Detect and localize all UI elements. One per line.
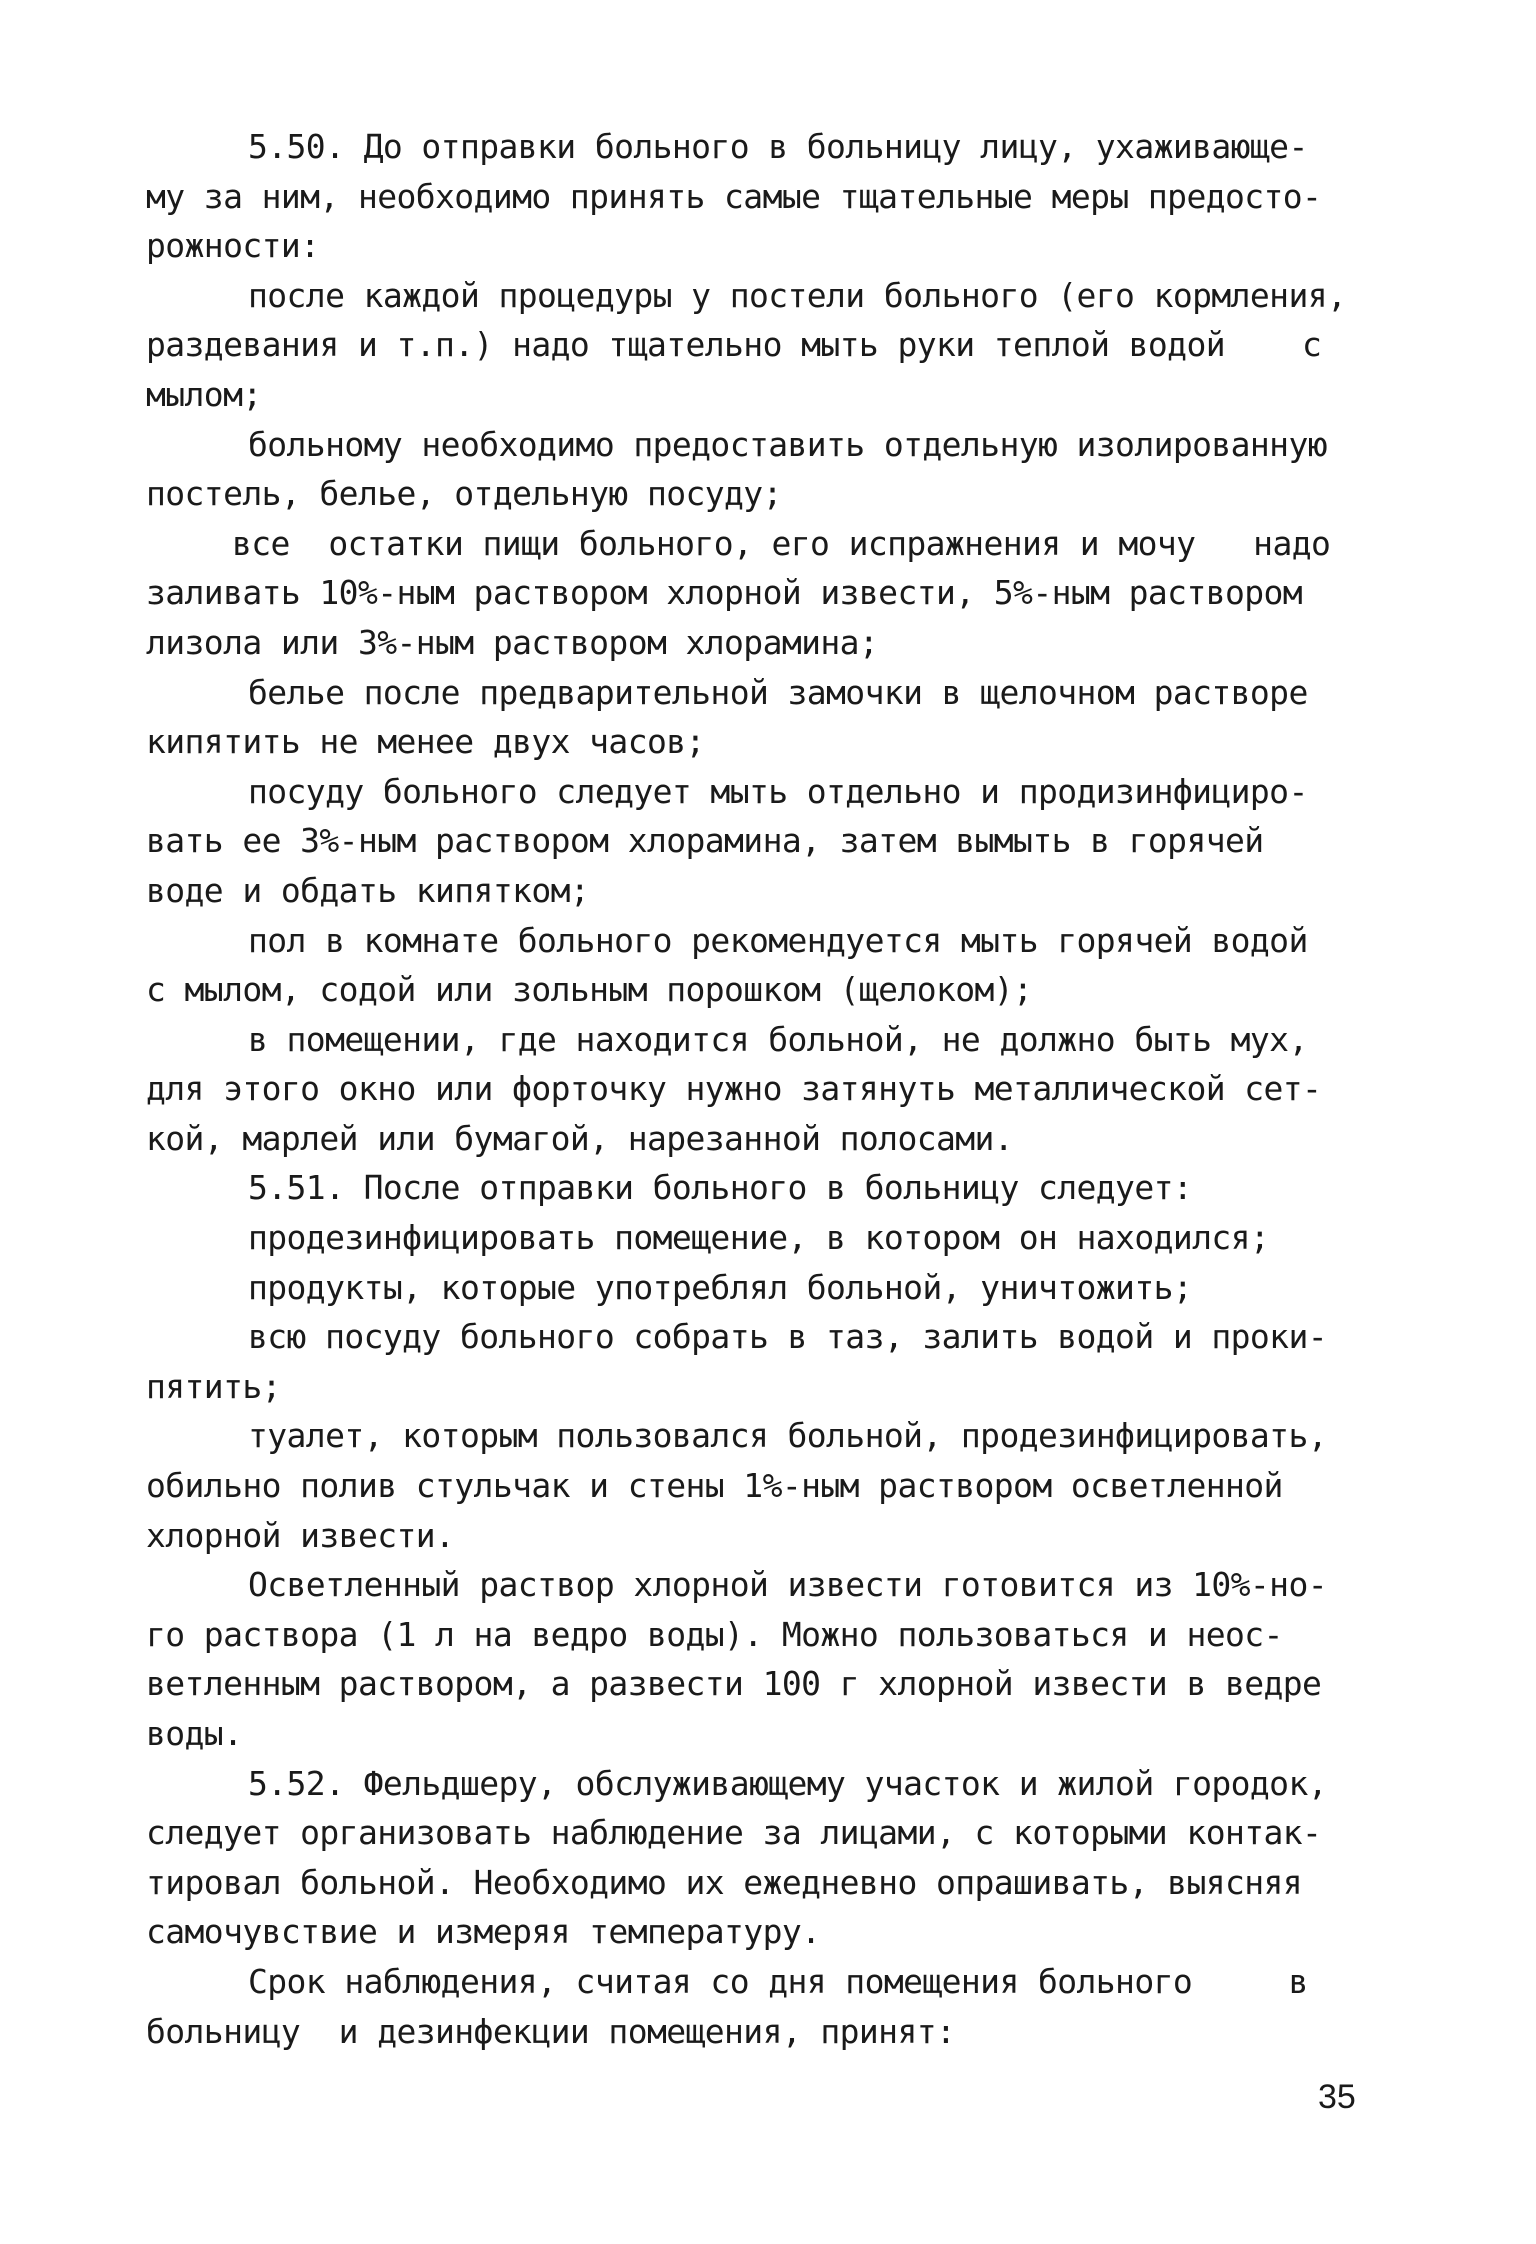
text-line: кой, марлей или бумагой, нарезанной полосами.	[146, 1118, 1014, 1158]
text-line: больницу и дезинфекции помещения, принят:	[146, 2011, 956, 2051]
text-line: му за ним, необходимо принять самые тщательные меры предосто-	[146, 176, 1322, 216]
text-line: воде и обдать кипятком;	[146, 870, 590, 910]
text-line: рожности:	[146, 226, 320, 266]
text-line: самочувствие и измеряя температуру.	[146, 1912, 821, 1952]
text-line: после каждой процедуры у постели больного (его кормления,	[248, 275, 1347, 315]
text-line: раздевания и т.п.) надо тщательно мыть руки теплой водой с	[146, 325, 1322, 365]
text-line: го раствора (1 л на ведро воды). Можно пользоваться и неос-	[146, 1614, 1283, 1654]
text-line: Осветленный раствор хлорной извести готовится из 10%-но-	[248, 1565, 1327, 1605]
text-line: мылом;	[146, 374, 262, 414]
text-line: продукты, которые употреблял больной, уничтожить;	[248, 1267, 1193, 1307]
text-line: ветленным раствором, а развести 100 г хлорной извести в ведре	[146, 1664, 1322, 1704]
text-line: пол в комнате больного рекомендуется мыть горячей водой	[248, 920, 1308, 960]
text-line: для этого окно или форточку нужно затянуть металлической сет-	[146, 1069, 1322, 1109]
text-line: белье после предварительной замочки в щелочном растворе	[248, 672, 1308, 712]
text-line: следует организовать наблюдение за лицами, с которыми контак-	[146, 1813, 1322, 1853]
text-line: больному необходимо предоставить отдельную изолированную	[248, 424, 1327, 464]
text-line: 5.52. Фельдшеру, обслуживающему участок и жилой городок,	[248, 1763, 1327, 1803]
text-line: Срок наблюдения, считая со дня помещения больного в	[248, 1961, 1308, 2001]
body-text	[146, 122, 1396, 2056]
text-line: в помещении, где находится больной, не должно быть мух,	[248, 1019, 1308, 1059]
text-line: посуду больного следует мыть отдельно и продизинфициро-	[248, 771, 1308, 811]
text-line: с мылом, содой или зольным порошком (щелоком);	[146, 970, 1033, 1010]
text-line: хлорной извести.	[146, 1515, 455, 1555]
text-line: заливать 10%-ным раствором хлорной извести, 5%-ным раствором	[146, 573, 1303, 613]
text-line: кипятить не менее двух часов;	[146, 722, 705, 762]
text-line: туалет, которым пользовался больной, продезинфицировать,	[248, 1416, 1327, 1456]
text-line: всю посуду больного собрать в таз, залить водой и проки-	[248, 1317, 1327, 1357]
text-line: воды.	[146, 1714, 243, 1753]
text-line: вать ее 3%-ным раствором хлорамина, затем вымыть в горячей	[146, 821, 1264, 861]
text-line: тировал больной. Необходимо их ежедневно опрашивать, выясняя	[146, 1862, 1303, 1902]
text-line: все остатки пищи больного, его испражнения и мочу надо	[232, 523, 1331, 563]
text-line: 5.51. После отправки больного в больницу следует:	[248, 1168, 1193, 1208]
text-line: лизола или 3%-ным раствором хлорамина;	[146, 622, 879, 662]
page-number: 35	[1318, 2078, 1356, 2116]
text-line: обильно полив стульчак и стены 1%-ным раствором осветленной	[146, 1466, 1283, 1506]
text-line: пятить;	[146, 1366, 281, 1406]
text-line: 5.50. До отправки больного в больницу лицу, ухаживающе-	[248, 127, 1308, 166]
text-line: продезинфицировать помещение, в котором он находился;	[248, 1218, 1270, 1258]
text-line: постель, белье, отдельную посуду;	[146, 474, 782, 514]
